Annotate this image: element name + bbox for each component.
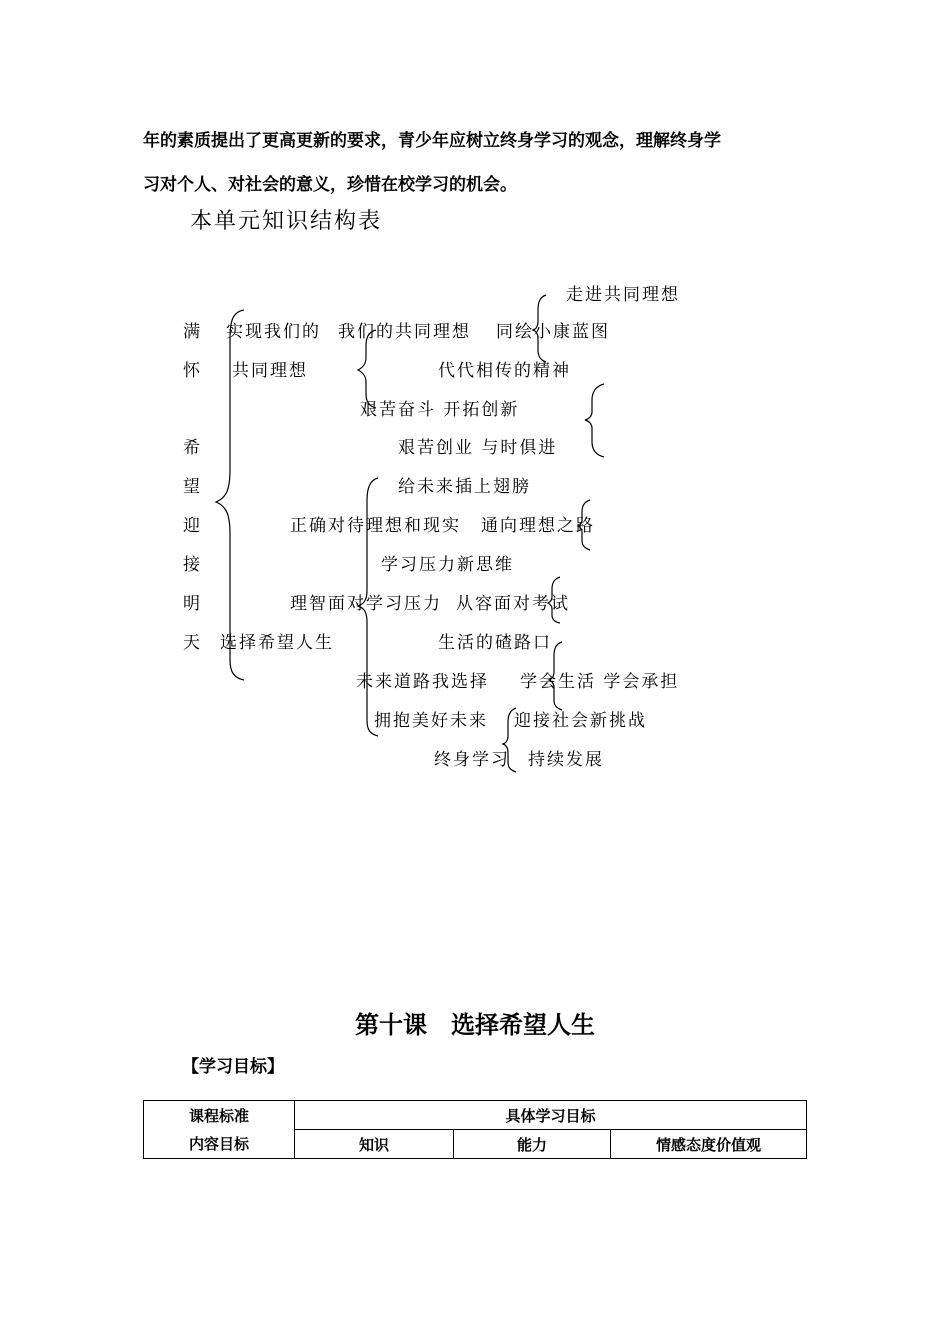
root-char-4: 望 — [183, 477, 202, 497]
root-char-3: 希 — [183, 438, 202, 458]
node-chibang: 给未来插上翅膀 — [398, 477, 531, 497]
root-char-6: 接 — [183, 555, 202, 575]
goal-heading: 【学习目标】 — [182, 1057, 284, 1077]
standard-label-2: 内容目标 — [188, 1134, 249, 1153]
node-jianku: 艰苦奋斗 开拓创新 — [360, 400, 520, 420]
root-char-8: 天 — [183, 633, 202, 653]
node-yali: 学习压力新思维 — [381, 555, 514, 575]
jianku-brace — [585, 384, 604, 457]
root-char-1: 满 — [183, 322, 202, 342]
node-xuehui: 学会生活 学会承担 — [520, 672, 680, 692]
node-lizhi: 理智面对学习压力 — [290, 594, 442, 614]
intro-line-1: 年的素质提出了更高更新的要求，青少年应树立终身学习的观念，理解终身学 — [143, 131, 721, 151]
root-char-2: 怀 — [183, 361, 202, 381]
standard-label-1: 课程标准 — [188, 1106, 249, 1125]
col-ability: 能力 — [454, 1130, 611, 1159]
col-knowledge: 知识 — [295, 1130, 454, 1159]
goals-table — [143, 1100, 807, 1159]
branch-1-label-b: 共同理想 — [232, 361, 308, 381]
node-zhongshen: 终身学习 — [434, 750, 510, 770]
node-chuangye: 艰苦创业 与时俱进 — [398, 438, 558, 458]
root-char-7: 明 — [183, 594, 202, 614]
node-chixu: 持续发展 — [528, 750, 604, 770]
node-daidai: 代代相传的精神 — [438, 361, 571, 381]
node-zhengque: 正确对待理想和现实 — [290, 516, 461, 536]
node-congrong: 从容面对考试 — [456, 594, 570, 614]
standard-cell — [144, 1101, 295, 1159]
node-yongbao: 拥抱美好未来 — [374, 711, 488, 731]
table-header: 具体学习目标 — [295, 1101, 807, 1130]
col-values: 情感态度价值观 — [611, 1130, 807, 1159]
node-chalu: 生活的碴路口 — [438, 633, 552, 653]
root-char-5: 迎 — [183, 516, 202, 536]
node-our-ideal: 我们的共同理想 — [338, 322, 471, 342]
lesson-title: 第十课 选择希望人生 — [355, 1011, 595, 1039]
node-weilai: 未来道路我选择 — [356, 672, 489, 692]
structure-title: 本单元知识结构表 — [190, 209, 383, 234]
branch-1-label: 实现我们的 — [226, 322, 321, 342]
node-yingjie: 迎接社会新挑战 — [514, 711, 647, 731]
node-tongxiang: 通向理想之路 — [481, 516, 595, 536]
intro-line-2: 习对个人、对社会的意义，珍惜在校学习的机会。 — [143, 175, 517, 195]
node-xiaokang: 同绘小康蓝图 — [496, 322, 610, 342]
branch-2-label: 选择希望人生 — [220, 633, 334, 653]
node-zoujin: 走进共同理想 — [566, 285, 680, 305]
